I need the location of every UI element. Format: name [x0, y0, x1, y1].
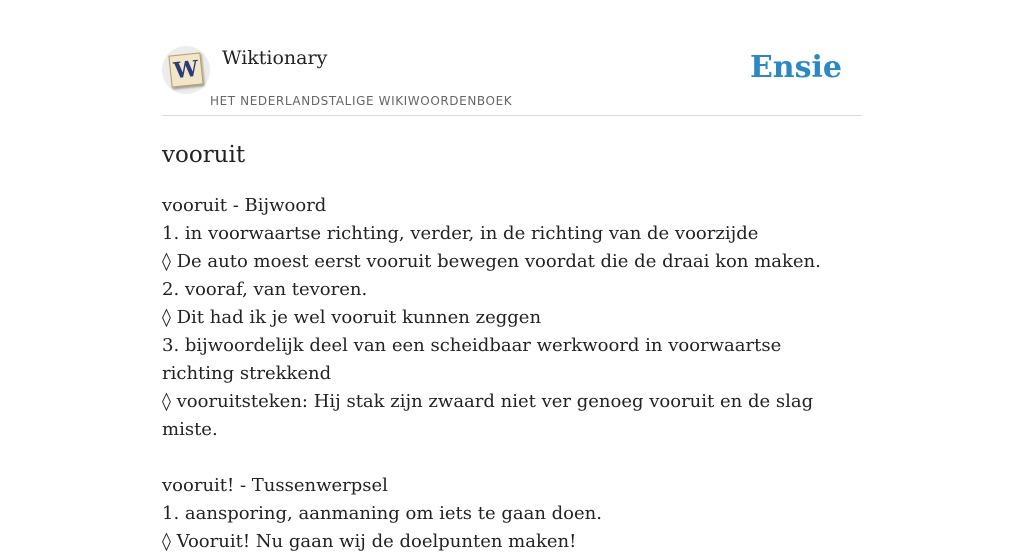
- site-name[interactable]: Wiktionary: [222, 47, 328, 69]
- definition-line: 2. vooraf, van tevoren.: [162, 279, 368, 300]
- definition-content: [162, 192, 852, 556]
- page-title: vooruit: [162, 142, 246, 168]
- definition-line: 1. in voorwaartse richting, verder, in de richting van de voorzijde: [162, 223, 759, 244]
- example-line: ◊ vooruitsteken: Hij stak zijn zwaard niet ver genoeg vooruit en de slag miste.: [162, 391, 814, 440]
- ensie-brand-link[interactable]: Ensie: [749, 50, 842, 85]
- wiktionary-tile-icon: W: [168, 52, 203, 87]
- entry-spacer: [162, 444, 852, 472]
- page-container: [162, 0, 862, 552]
- example-line: ◊ Dit had ik je wel vooruit kunnen zeggen: [162, 307, 542, 328]
- definition-line: 3. bijwoordelijk deel van een scheidbaar werkwoord in voorwaartse richting strekkend: [162, 335, 782, 384]
- site-tagline: HET NEDERLANDSTALIGE WIKIWOORDENBOEK: [210, 94, 513, 108]
- wiktionary-logo[interactable]: [162, 46, 210, 94]
- entry-heading: vooruit - Bijwoord: [162, 195, 327, 216]
- site-header: [162, 0, 862, 116]
- example-line: ◊ De auto moest eerst vooruit bewegen voordat die de draai kon maken.: [162, 251, 821, 272]
- definition-line: 1. aansporing, aanmaning om iets te gaan doen.: [162, 503, 602, 524]
- entry-heading: vooruit! - Tussenwerpsel: [162, 475, 388, 496]
- example-line: ◊ Vooruit! Nu gaan wij de doelpunten maken!: [162, 531, 577, 552]
